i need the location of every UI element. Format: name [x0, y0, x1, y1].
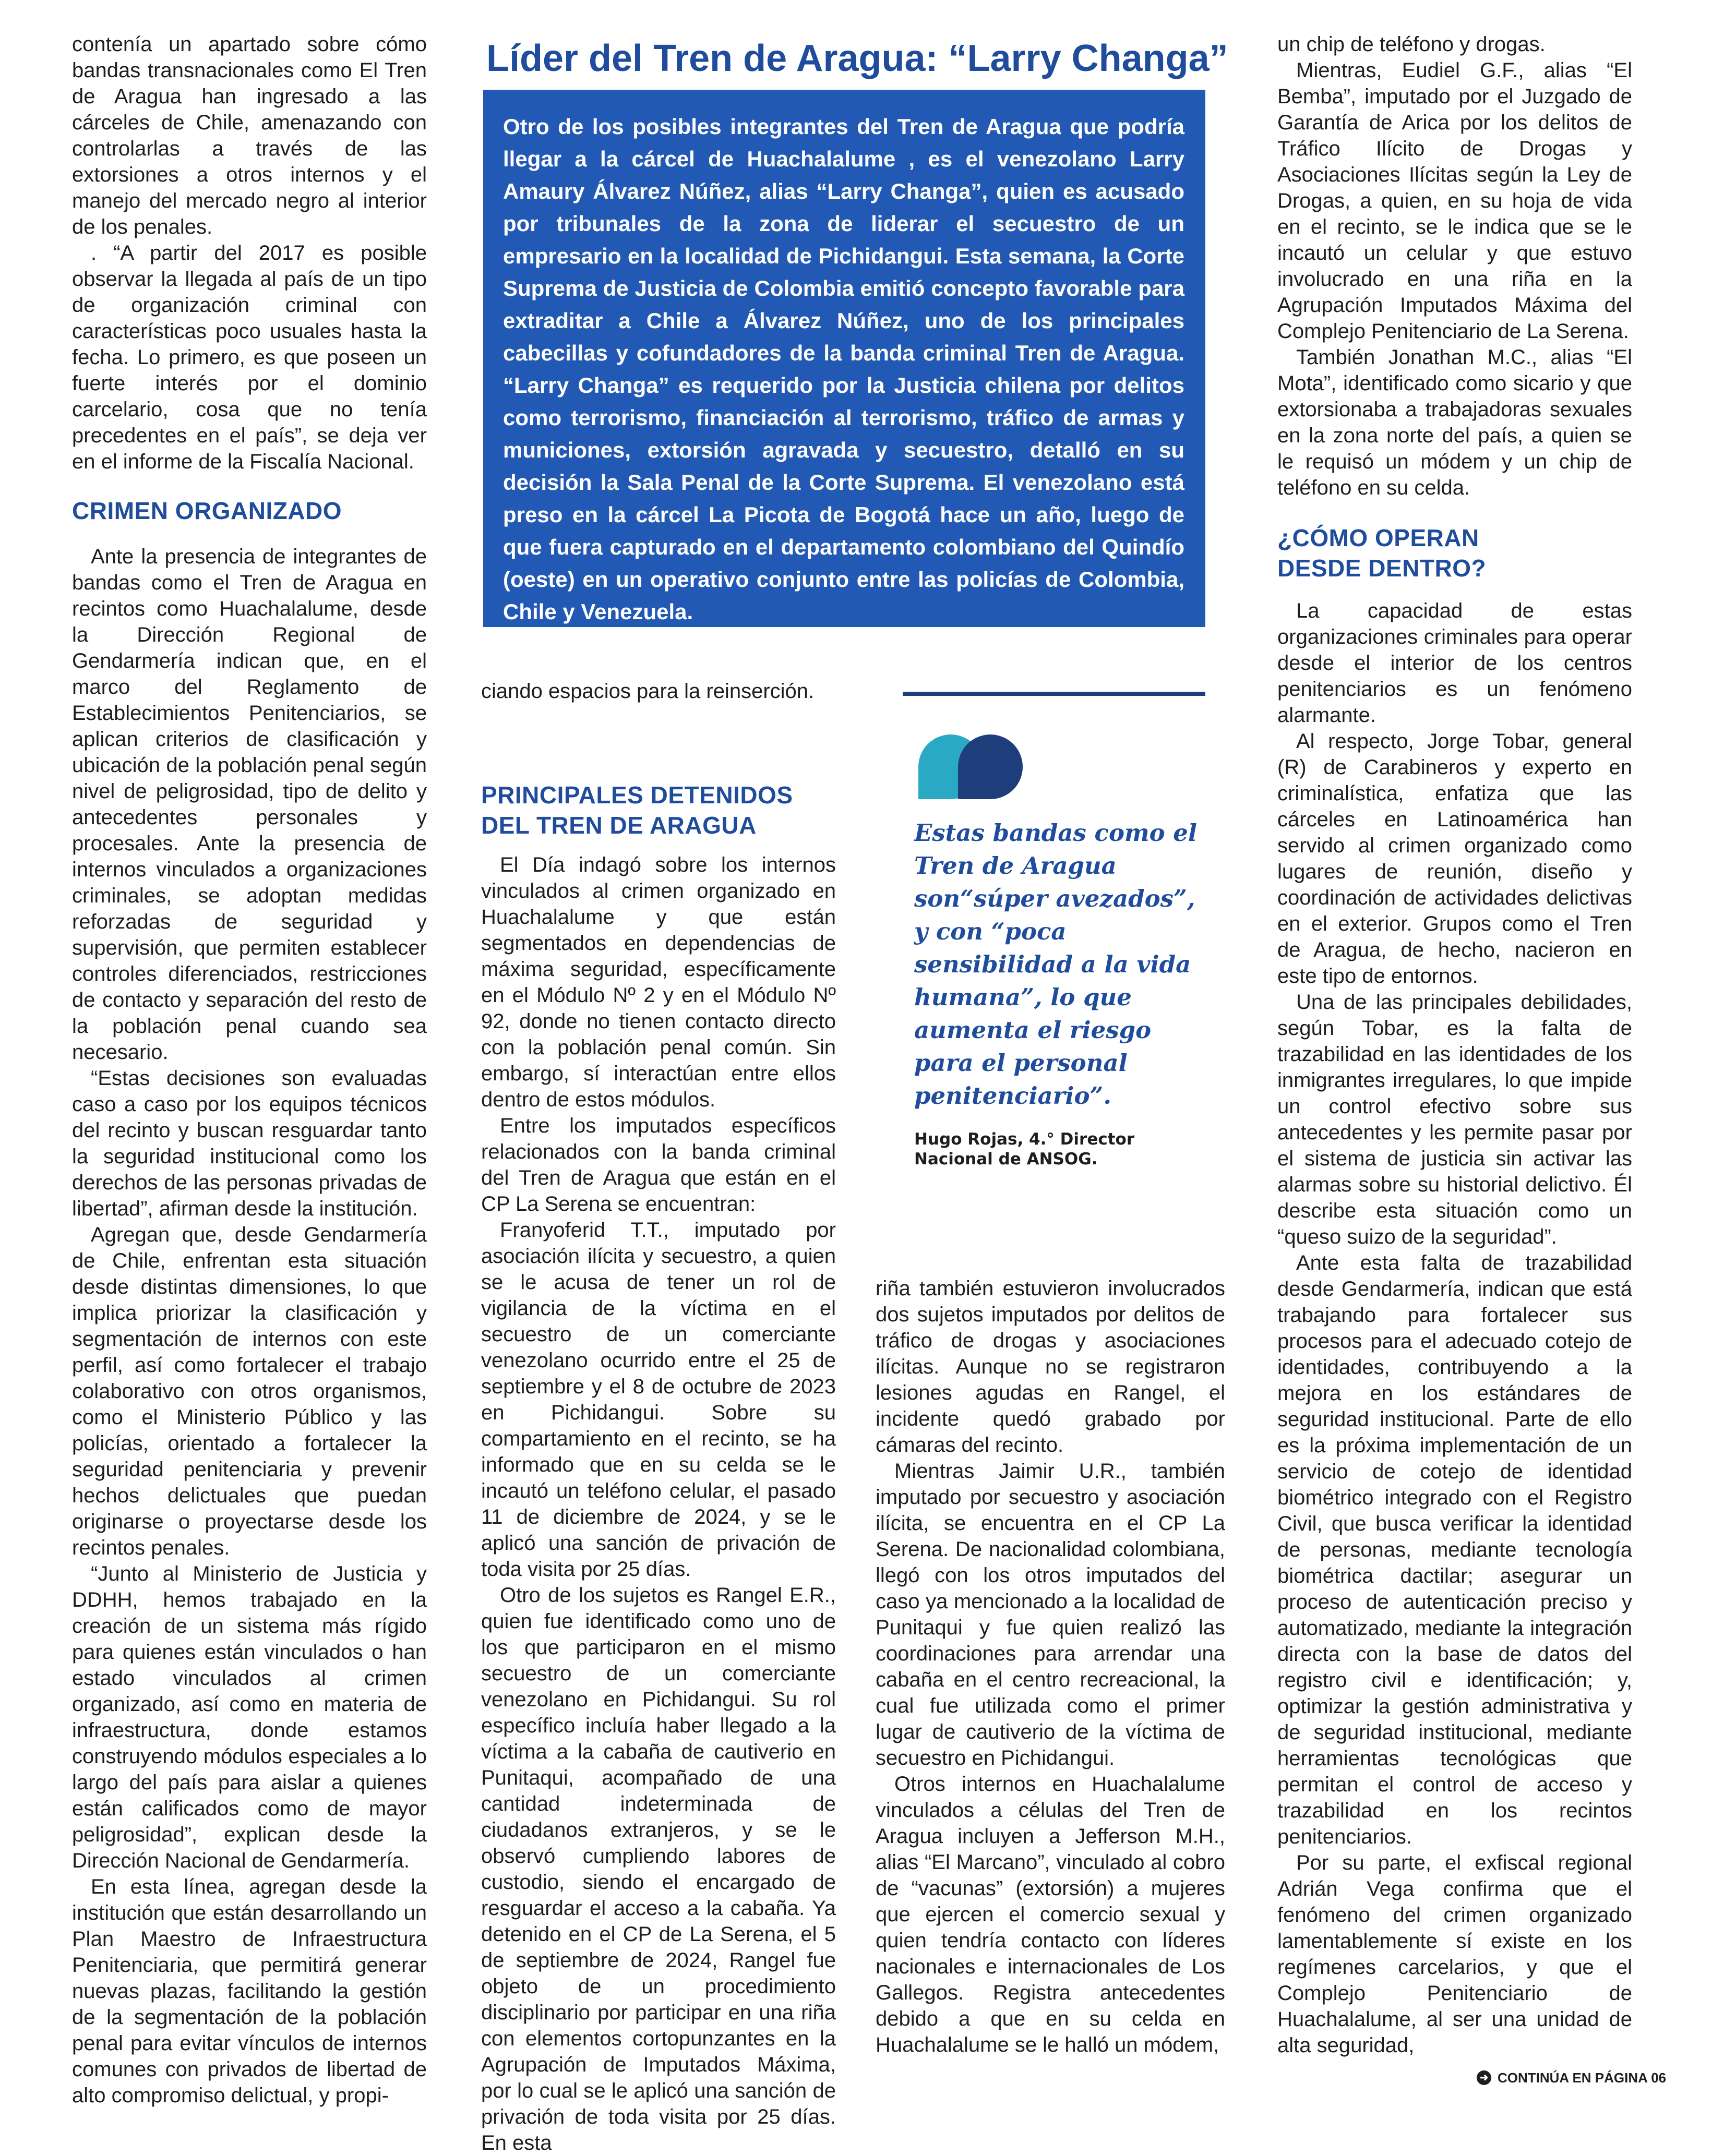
box-title: Líder del Tren de Aragua: “Larry Changa”	[486, 38, 1228, 79]
column-2	[481, 780, 836, 2156]
paragraph: Mientras, Eudiel G.F., alias “El Bemba”, imputado por el Juzgado de Garantía de Arica por los delitos de Tráfico Ilícito de Drogas y Asociaciones Ilícitas según la Ley de Drogas, a quien, en su hoja de vida en el recinto, se le indica que se le incautó un celular y que estuvo involucrado en una riña en la Agrupación Imputados Máxima del Complejo Penitenciario de La Serena.	[1277, 59, 1632, 343]
paragraph: Ante la presencia de integrantes de bandas como el Tren de Aragua en recintos como Huachalalume, desde la Dirección Regional de Gendarmería indican que, en el marco del Reglamento de Establecimientos Penitenciarios, se aplican criterios de clasificación y ubicación de la población penal según nivel de peligrosidad, tipo de delito y antecedentes personales y procesales. Ante la presencia de internos vinculados a organizaciones criminales, se adoptan medidas reforzadas de seguridad y supervisión, que permiten establecer controles diferenciados, restricciones de contacto y separación del resto de la población penal cuando sea necesario.	[72, 545, 427, 1064]
paragraph: Al respecto, Jorge Tobar, general (R) de Carabineros y experto en criminalística, enfatiza que las cárceles en Latinoamérica han servido al crimen organizado como lugares de reunión, diseño y coordinación de actividades delictivas en el exterior. Grupos como el Tren de Aragua, de hecho, nacieron en este tipo de entornos.	[1277, 730, 1632, 987]
paragraph: contenía un apartado sobre cómo bandas transnacionales como El Tren de Aragua han ingresado a las cárceles de Chile, amenazando con controlarlas a través de las extorsiones a otros internos y el manejo del mercado negro al interior de los penales.	[72, 33, 427, 238]
continued-on-page-link[interactable]	[1477, 2069, 1666, 2087]
subhead-crimen-organizado: CRIMEN ORGANIZADO	[72, 497, 342, 524]
paragraph: Entre los imputados específicos relacionados con la banda criminal del Tren de Aragua que están en el CP La Serena se encuentran:	[481, 1114, 836, 1215]
paragraph: El Día indagó sobre los internos vinculados al crimen organizado en Huachalalume y que están segmentados en dependencias de máxima seguridad, específicamente en el Módulo Nº 2 y en el Módulo Nº 92, donde no tienen contacto directo con la población penal común. Sin embargo, sí interactúan entre ellos dentro de estos módulos.	[481, 853, 836, 1111]
paragraph: Mientras Jaimir U.R., también imputado por secuestro y asociación ilícita, se encuentra en el CP La Serena. De nacionalidad colombiana, llegó con los otros imputados del caso ya mencionado a la localidad de Punitaqui y fue quien realizó las coordinaciones para arrendar una cabaña en el centro recreacional, la cual fue utilizada como el primer lugar de cautiverio de la víctima de secuestro en Pichidangui.	[876, 1460, 1225, 1769]
paragraph: “Estas decisiones son evaluadas caso a caso por los equipos técnicos del recinto y buscan resguardar tanto la seguridad institucional como los derechos de las personas privadas de libertad”, afirman desde la institución.	[72, 1067, 427, 1220]
paragraph: “Junto al Ministerio de Justicia y DDHH, hemos trabajado en la creación de un sistema más rígido para quienes están vinculados o han estado vinculados al crimen organizado, así como en materia de infraestructura, donde estamos construyendo módulos especiales a lo largo del país para aislar a quienes están calificados como de mayor peligrosidad”, explican desde la Dirección Nacional de Gendarmería.	[72, 1562, 427, 1872]
column-3	[876, 1275, 1225, 2058]
arrow-right-circle-icon: ➜	[1477, 2070, 1491, 2085]
paragraph: Agregan que, desde Gendarmería de Chile, enfrentan esta situación desde distintas dimensiones, lo que implica priorizar la clasificación y segmentación de internos con este perfil, así como fortalecer el trabajo colaborativo con otros organismos, como el Ministerio Público y las policías, orientado a fortalecer la seguridad penitenciaria y prevenir hechos delictuales que puedan originarse o proyectarse desde los recintos penales.	[72, 1223, 427, 1559]
continued-label: CONTINÚA EN PÁGINA 06	[1498, 2070, 1667, 2086]
paragraph: ciando espacios para la reinserción.	[481, 680, 815, 703]
column-1	[72, 31, 427, 2109]
box-text: Otro de los posibles integrantes del Tren de Aragua que podría llegar a la cárcel de Huachalalume , es el venezolano Larry Amaury Álvarez Núñez, alias “Larry Changa”, quien es acusado por tribunales de la zona de liderar el secuestro de un empresario en la localidad de Pichidangui. Esta semana, la Corte Suprema de Justicia de Colombia emitió concepto favorable para extraditar a Chile a Álvarez Núñez, uno de los principales cabecillas y cofundadores de la banda criminal Tren de Aragua. “Larry Changa” es requerido por la Justicia chilena por delitos como terrorismo, financiación al terrorismo, tráfico de armas y municiones, extorsión agravada y secuestro, detalló en su decisión la Sala Penal de la Corte Suprema. El venezolano está preso en la cárcel La Picota de Bogotá hace un año, luego de que fuera capturado en el departamento colombiano del Quindío (oeste) en un operativo conjunto entre las policías de Colombia, Chile y Venezuela.	[503, 114, 1184, 624]
paragraph: Otro de los sujetos es Rangel E.R., quien fue identificado como uno de los que participaron en el mismo secuestro de un comerciante venezolano en Pichidangui. Su rol específico incluía haber llegado a la víctima a la cabaña de cautiverio en Punitaqui, acompañado de una cantidad indeterminada de ciudadanos extranjeros, y se le observó cumpliendo labores de custodio, siendo el encargado de resguardar el acceso a la cabaña. Ya detenido en el CP de La Serena, el 5 de septiembre de 2024, Rangel fue objeto de un procedimiento disciplinario por participar en una riña con elementos cortopunzantes en la Agrupación de Imputados Máxima, por lo cual se le aplicó una sanción de privación de toda visita por 25 días. En esta	[481, 1584, 836, 2154]
paragraph: un chip de teléfono y drogas.	[1277, 33, 1546, 56]
column-4	[1277, 31, 1632, 2058]
paragraph: Franyoferid T.T., imputado por asociación ilícita y secuestro, a quien se le acusa de tener un rol de vigilancia de la víctima en el secuestro de un comerciante venezolano ocurrido entre el 25 de septiembre y el 8 de octubre de 2023 en Pichidangui. Sobre su compartamiento en el recinto, se ha informado que en su celda se le incautó un teléfono celular, el pasado 11 de diciembre de 2024, y se le aplicó una sanción de privación de toda visita por 25 días.	[481, 1219, 836, 1581]
column-2-continuation	[481, 678, 831, 704]
paragraph: También Jonathan M.C., alias “El Mota”, identificado como sicario y que extorsionaba a trabajadoras sexuales en la zona norte del país, a quien se le requisó un módem y un chip de teléfono en su celda.	[1277, 346, 1632, 499]
paragraph: riña también estuvieron involucrados dos sujetos imputados por delitos de tráfico de drogas y asociaciones ilícitas. Aunque no se registraron lesiones agudas en Rangel, el incidente quedó grabado por cámaras del recinto.	[876, 1277, 1225, 1456]
paragraph: Ante esta falta de trazabilidad desde Gendarmería, indican que está trabajando para fortalecer sus procesos para el adecuado cotejo de identidades, contribuyendo a la mejora en los estándares de seguridad institucional. Parte de ello es la próxima implementación de un servicio de cotejo de identidad biométrico integrado con el Registro Civil, que busca verificar la identidad de personas, mediante tecnología biométrica dactilar; asegurar un proceso de autenticación preciso y automatizado, mediante la integración directa con la base de datos del registro civil e identificación; y, optimizar la gestión administrativa y de seguridad institucional, mediante herramientas tecnológicas que permitan el control de acceso y trazabilidad en los recintos penitenciarios.	[1277, 1251, 1632, 1848]
pull-quote-author: Hugo Rojas, 4.° Director Nacional de ANSOG.	[914, 1130, 1135, 1169]
quote-mark-icon	[914, 721, 1024, 810]
subhead-como-operan: ¿CÓMO OPERAN DESDE DENTRO?	[1277, 524, 1487, 582]
paragraph: En esta línea, agregan desde la institución que están desarrollando un Plan Maestro de Infraestructura Penitenciaria, que permitirá generar nuevas plazas, facilitando la gestión de la segmentación de la población penal para evitar vínculos de internos comunes con privados de libertad de alto compromiso delictual, y propi-	[72, 1875, 427, 2107]
paragraph: . “A partir del 2017 es posible observar la llegada al país de un tipo de organización criminal con características poco usuales hasta la fecha. Lo primero, es que poseen un fuerte interés por el dominio carcelario, cosa que no tenía precedentes en el país”, se deja ver en el informe de la Fiscalía Nacional.	[72, 242, 427, 473]
paragraph: Por su parte, el exfiscal regional Adrián Vega confirma que el fenómeno del crimen organizado lamentablemente sí existe en los regímenes carcelarios, y que el Complejo Penitenciario de Huachalalume, al ser una unidad de alta seguridad,	[1277, 1851, 1632, 2057]
pull-quote-text: Estas bandas como el Tren de Aragua son“súper avezados”, y con “poca sensibilidad a la vida humana”, lo que aumenta el riesgo para el personal penitenciario”.	[914, 819, 1197, 1110]
sidebar-box-larry-changa	[483, 90, 1205, 627]
paragraph: Otros internos en Huachalalume vinculados a células del Tren de Aragua incluyen a Jefferson M.H., alias “El Marcano”, vinculado al cobro de “vacunas” (extorsión) a mujeres que ejercen el comercio sexual y quien tendría contacto con líderes nacionales e internacionales de Los Gallegos. Registra antecedentes debido a que en su celda en Huachalalume se le halló un módem,	[876, 1773, 1225, 2056]
paragraph: Una de las principales debilidades, según Tobar, es la falta de trazabilidad en las identidades de los inmigrantes irregulares, lo que impide un control efectivo sobre sus antecedentes y les permite pasar por el sistema de justicia sin activar las alarmas sobre su historial delictivo. Él describe esta situación como un “queso suizo de la seguridad”.	[1277, 991, 1632, 1248]
quote-top-rule	[903, 692, 1205, 696]
subhead-principales-detenidos: PRINCIPALES DETENIDOS DEL TREN DE ARAGUA	[481, 781, 793, 839]
paragraph: La capacidad de estas organizaciones criminales para operar desde el interior de los centros penitenciarios es un fenómeno alarmante.	[1277, 599, 1632, 727]
